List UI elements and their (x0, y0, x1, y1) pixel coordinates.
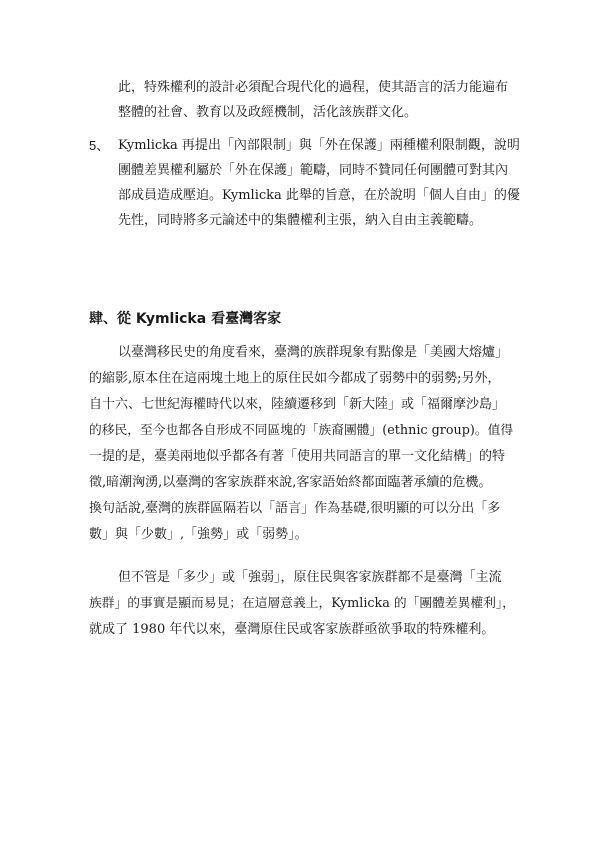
para2-line-2: 族群」的事實是顯而易見；在這層意義上，Kymlicka 的「團體差異權利」， (89, 596, 516, 611)
para1-line-5: 一提的是，臺美兩地似乎都各有著「使用共同語言的單一文化結構」的特 (89, 449, 506, 464)
intro-line-2: 整體的社會、教育以及政經機制，活化該族群文化。 (118, 105, 418, 120)
section-heading: 肆、從 Kymlicka 看臺灣客家 (89, 311, 282, 327)
para2-line-3: 就成了 1980 年代以來，臺灣原住民或客家族群亟欲爭取的特殊權利。 (89, 622, 495, 637)
para1-line-4: 的移民，至今也都各自形成不同區塊的「族裔團體」(ethnic group)。值得 (89, 423, 514, 438)
item5-line-1: Kymlicka 再提出「內部限制」與「外在保護」兩種權利限制觀，說明 (118, 138, 520, 153)
para2-line-1: 但不管是「多少」或「強弱」，原住民與客家族群都不是臺灣「主流 (118, 570, 502, 585)
para1-line-3: 自十六、七世紀海權時代以來，陸續遷移到「新大陸」或「福爾摩沙島」 (89, 397, 506, 412)
para1-line-6: 徵,暗潮洶湧,以臺灣的客家族群來說,客家語始終都面臨著承續的危機。 (89, 475, 492, 490)
item5-line-4: 先性，同時將多元論述中的集體權利主張，納入自由主義範疇。 (118, 213, 483, 228)
intro-line-1: 此，特殊權利的設計必須配合現代化的過程，使其語言的活力能遍布 (118, 80, 509, 95)
list-item-number: 5、 (89, 138, 110, 153)
para1-line-2: 的縮影,原本住在這兩塊土地上的原住民如今都成了弱勢中的弱勢;另外， (89, 371, 501, 386)
item5-line-3: 部成員造成壓迫。Kymlicka 此舉的旨意，在於說明「個人自由」的優 (118, 188, 520, 203)
para1-line-7: 換句話說,臺灣的族群區隔若以「語言」作為基礎,很明顯的可以分出「多 (89, 501, 501, 516)
para1-line-8: 數」與「少數」,「強勢」或「弱勢」。 (89, 527, 308, 542)
para1-line-1: 以臺灣移民史的角度看來，臺灣的族群現象有點像是「美國大熔爐」 (118, 345, 509, 360)
item5-line-2: 團體差異權利屬於「外在保護」範疇，同時不贊同任何團體可對其內 (118, 163, 509, 178)
